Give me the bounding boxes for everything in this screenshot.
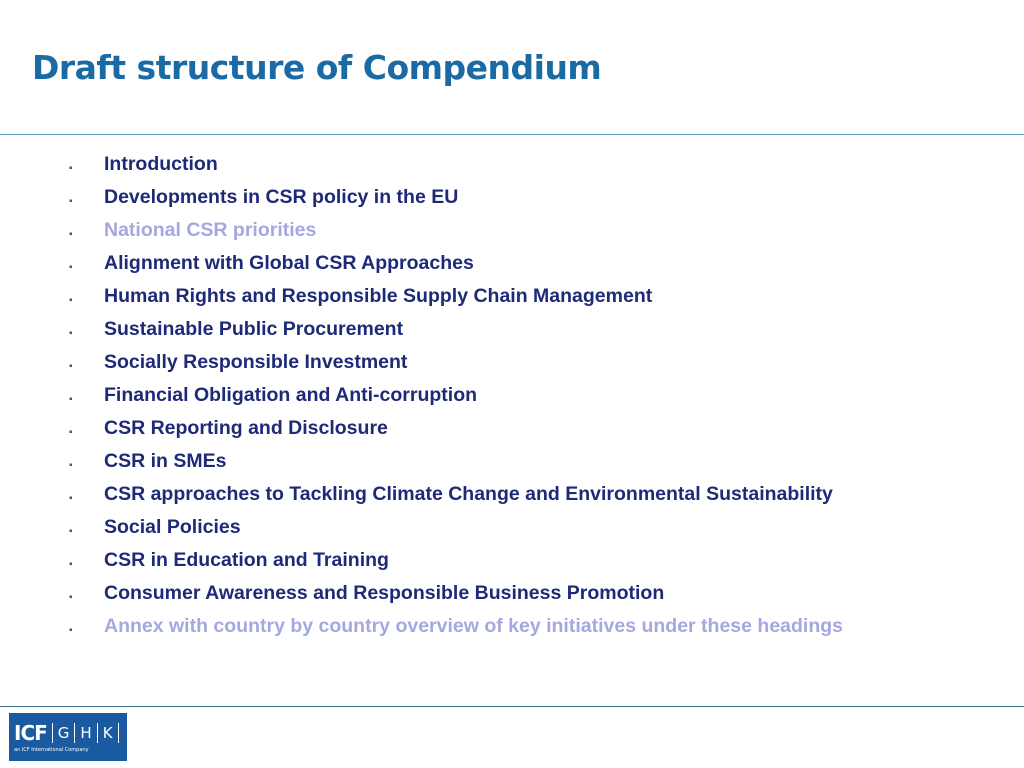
bullet-square-icon: ▪ (69, 592, 73, 603)
bullet-square-icon: ▪ (69, 262, 73, 273)
bullet-list (64, 151, 884, 646)
bullet-text: Introduction (104, 153, 218, 175)
bullet-text: Human Rights and Responsible Supply Chain Management (104, 285, 653, 307)
bullet-text: Annex with country by country overview of key initiatives under these headings (104, 615, 844, 637)
bullet-item (64, 217, 884, 244)
bullet-square-icon: ▪ (69, 625, 73, 636)
bullet-item (64, 382, 884, 409)
logo-icf-text: ICF (14, 721, 47, 745)
bullet-square-icon: ▪ (69, 427, 73, 438)
logo-separator (74, 723, 75, 743)
logo-separator (52, 723, 53, 743)
logo-letter-g: G (57, 724, 70, 742)
bullet-text: CSR Reporting and Disclosure (104, 417, 388, 439)
bullet-text: CSR in Education and Training (104, 549, 389, 571)
footer-divider (0, 706, 1024, 707)
logo-tagline: an ICF International Company (14, 747, 89, 753)
bullet-item (64, 349, 884, 376)
icf-ghk-logo (9, 713, 127, 761)
title-divider (0, 134, 1024, 135)
slide-title: Draft structure of Compendium (32, 48, 602, 87)
bullet-text: CSR in SMEs (104, 450, 227, 472)
bullet-square-icon: ▪ (69, 559, 73, 570)
bullet-item (64, 250, 884, 277)
bullet-text: Sustainable Public Procurement (104, 318, 404, 340)
bullet-item (64, 613, 884, 640)
bullet-square-icon: ▪ (69, 493, 73, 504)
bullet-square-icon: ▪ (69, 229, 73, 240)
bullet-square-icon: ▪ (69, 328, 73, 339)
bullet-item (64, 580, 884, 607)
bullet-square-icon: ▪ (69, 163, 73, 174)
bullet-square-icon: ▪ (69, 394, 73, 405)
bullet-text: Social Policies (104, 516, 241, 538)
bullet-item (64, 547, 884, 574)
bullet-item (64, 184, 884, 211)
bullet-text: National CSR priorities (104, 219, 317, 241)
bullet-square-icon: ▪ (69, 526, 73, 537)
bullet-square-icon: ▪ (69, 196, 73, 207)
bullet-text: Financial Obligation and Anti-corruption (104, 384, 478, 406)
bullet-item (64, 151, 884, 178)
bullet-item (64, 415, 884, 442)
bullet-square-icon: ▪ (69, 361, 73, 372)
bullet-square-icon: ▪ (69, 295, 73, 306)
bullet-text: CSR approaches to Tackling Climate Change and Environmental Sustainability (104, 483, 833, 505)
bullet-text: Consumer Awareness and Responsible Business Promotion (104, 582, 665, 604)
logo-separator (118, 723, 119, 743)
bullet-item (64, 481, 884, 508)
bullet-item (64, 514, 884, 541)
bullet-item (64, 283, 884, 310)
bullet-text: Developments in CSR policy in the EU (104, 186, 459, 208)
bullet-text: Socially Responsible Investment (104, 351, 408, 373)
logo-letter-k: K (102, 724, 113, 742)
bullet-item (64, 448, 884, 475)
logo-separator (97, 723, 98, 743)
bullet-text: Alignment with Global CSR Approaches (104, 252, 474, 274)
bullet-item (64, 316, 884, 343)
logo-wordmark (14, 721, 124, 745)
logo-letter-h: H (80, 724, 92, 742)
bullet-square-icon: ▪ (69, 460, 73, 471)
